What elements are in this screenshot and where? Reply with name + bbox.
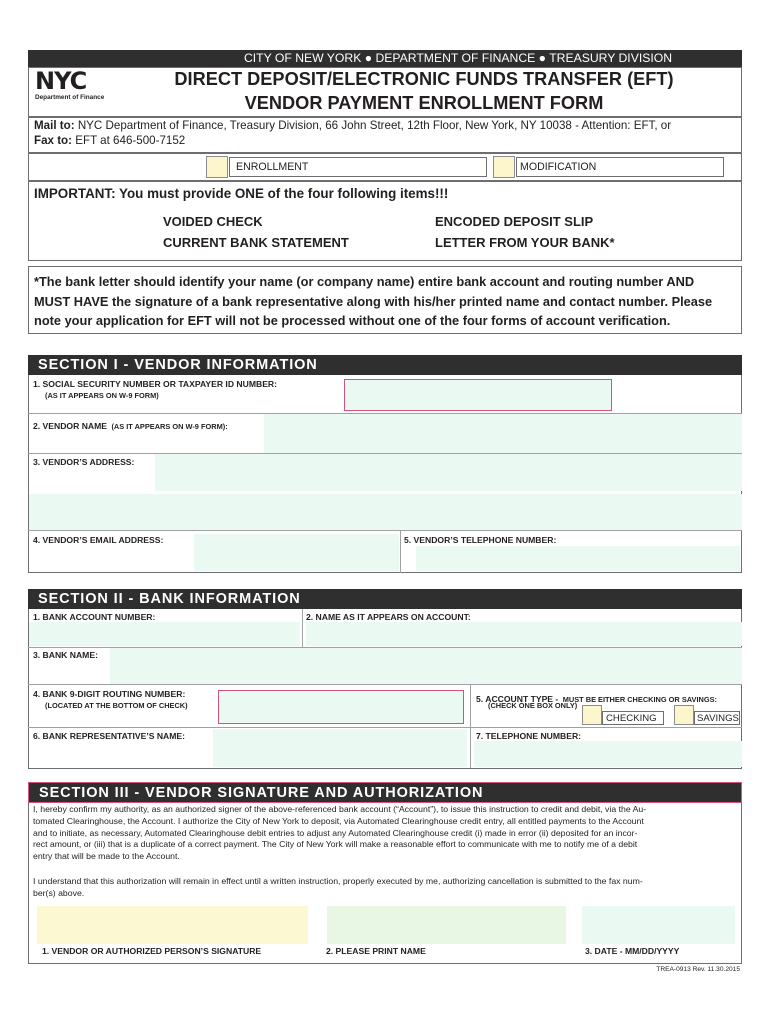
section2-divider-2 (28, 684, 742, 685)
section2-divider-3 (28, 727, 742, 728)
vendor-email-input[interactable] (194, 534, 399, 571)
vendor-name-input[interactable] (264, 414, 742, 453)
account-type-label: 5. ACCOUNT TYPE - (476, 694, 559, 704)
section2-title: SECTION II - BANK INFORMATION (38, 591, 301, 607)
cancellation-paragraph (33, 876, 741, 900)
ssn-input[interactable] (344, 379, 612, 411)
section1-title: SECTION I - VENDOR INFORMATION (38, 357, 318, 373)
mail-to-label: Mail to: (34, 119, 75, 132)
date-label: 3. DATE - MM/DD/YYYY (585, 946, 680, 956)
form-id: TREA-0913 Rev. 11.30.2015 (656, 966, 740, 973)
section2-vdivider-1 (302, 609, 303, 647)
date-input[interactable] (582, 906, 735, 944)
form-title-line1: DIRECT DEPOSIT/ELECTRONIC FUNDS TRANSFER (EFT) (174, 69, 674, 89)
vendor-phone-input[interactable] (416, 546, 740, 571)
signature-input[interactable] (37, 906, 308, 944)
fax-to-number: EFT at 646-500-7152 (75, 134, 186, 147)
enrollment-label: ENROLLMENT (236, 161, 309, 173)
authorization-line: rect amount, or (iii) that is a duplicate of a correct payment. The City of New York will make a reasonable effort to communicate with me to notify me of a debit (33, 839, 638, 850)
account-type-sublabel: (CHECK ONE BOX ONLY) (488, 701, 578, 710)
bank-name-input[interactable] (110, 648, 742, 684)
fax-to-line (34, 134, 185, 148)
bank-rep-label: 6. BANK REPRESENTATIVE’S NAME: (33, 731, 185, 741)
vendor-name-label-group (33, 416, 228, 434)
mail-to-address: NYC Department of Finance, Treasury Division, 66 John Street, 12th Floor, New York, NY 10038 - Attention: EFT, or (77, 119, 672, 132)
authorization-line: entry that will be made to the Account. (33, 851, 180, 862)
fax-to-label: Fax to: (34, 134, 73, 147)
bank-telephone-label: 7. TELEPHONE NUMBER: (476, 731, 582, 741)
bank-letter-note-line1: *The bank letter should identify your name (or company name) entire bank account and routing number AND (34, 274, 695, 289)
important-item-bank-statement: CURRENT BANK STATEMENT (163, 235, 349, 250)
important-heading: IMPORTANT: You must provide ONE of the four following items!!! (34, 186, 449, 201)
section2-vdivider-2 (470, 684, 471, 768)
form-title-line2: VENDOR PAYMENT ENROLLMENT FORM (244, 93, 604, 113)
routing-number-input[interactable] (218, 690, 464, 724)
authorization-line: and to initiate, as necessary, Automated Clearinghouse debit entries to adjust any Automated Clearinghouse credit (i) made in error (ii) deposited for an incor- (33, 827, 638, 838)
section2-header (28, 589, 742, 609)
cancellation-line: ber(s) above. (33, 887, 85, 898)
cancellation-line: I understand that this authorization will remain in effect until a written instruction, properly executed by me, authorizing cancellation is submitted to the fax num- (33, 876, 643, 886)
bank-name-label: 3. BANK NAME: (33, 650, 98, 660)
signature-label: 1. VENDOR OR AUTHORIZED PERSON’S SIGNATURE (42, 946, 262, 956)
account-name-label: 2. NAME AS IT APPEARS ON ACCOUNT: (306, 612, 471, 622)
bank-letter-note-line2: MUST HAVE the signature of a bank representative along with his/her printed name and contact number. Please (34, 294, 713, 309)
print-name-label: 2. PLEASE PRINT NAME (326, 946, 426, 956)
section3-title: SECTION III - VENDOR SIGNATURE AND AUTHORIZATION (39, 785, 484, 801)
nyc-logo (35, 68, 113, 104)
modification-label: MODIFICATION (520, 161, 597, 173)
section1-header (28, 355, 742, 375)
bank-account-label: 1. BANK ACCOUNT NUMBER: (33, 612, 156, 622)
checking-label: CHECKING (606, 713, 657, 724)
savings-label: SAVINGS (697, 713, 739, 724)
nyc-logo-text: NYC (35, 67, 87, 95)
nyc-logo-subtext: Department of Finance (35, 94, 105, 101)
ssn-sublabel: (AS IT APPEARS ON W-9 FORM) (45, 391, 159, 400)
routing-number-label: 4. BANK 9-DIGIT ROUTING NUMBER: (33, 689, 186, 699)
header-banner-text: CITY OF NEW YORK ● DEPARTMENT OF FINANCE ● TREASURY DIVISION (243, 51, 673, 65)
section1-vdivider (400, 530, 401, 573)
section1-divider-3 (28, 530, 742, 531)
mail-to-line (34, 119, 671, 133)
bank-telephone-input[interactable] (474, 741, 742, 767)
bank-account-input[interactable] (29, 622, 300, 646)
important-item-deposit-slip: ENCODED DEPOSIT SLIP (435, 214, 594, 229)
bank-letter-note-line3: note your application for EFT will not be processed without one of the four forms of account verification. (34, 313, 671, 328)
vendor-address-label: 3. VENDOR’S ADDRESS: (33, 457, 135, 467)
important-item-bank-letter: LETTER FROM YOUR BANK* (435, 235, 615, 250)
checking-checkbox[interactable] (582, 705, 602, 725)
account-type-note: MUST BE EITHER CHECKING OR SAVINGS: (562, 695, 718, 704)
authorization-line: I, hereby confirm my authority, as an authorized signer of the above-referenced bank account (“Account”), to issue this instruction to credit and debit, via the Au- (33, 804, 647, 814)
authorization-paragraph (33, 804, 741, 863)
vendor-phone-label: 5. VENDOR’S TELEPHONE NUMBER: (404, 535, 557, 545)
print-name-input[interactable] (327, 906, 566, 944)
important-item-voided-check: VOIDED CHECK (163, 214, 263, 229)
vendor-name-label: 2. VENDOR NAME (33, 421, 108, 431)
modification-checkbox[interactable] (493, 156, 515, 178)
routing-number-sublabel: (LOCATED AT THE BOTTOM OF CHECK) (45, 701, 188, 710)
savings-checkbox[interactable] (674, 705, 694, 725)
vendor-email-label: 4. VENDOR’S EMAIL ADDRESS: (33, 535, 164, 545)
account-name-input[interactable] (306, 622, 742, 646)
vendor-name-sublabel: (AS IT APPEARS ON W-9 FORM): (111, 422, 228, 431)
ssn-label: 1. SOCIAL SECURITY NUMBER OR TAXPAYER ID NUMBER: (33, 379, 277, 389)
enrollment-checkbox[interactable] (206, 156, 228, 178)
section3-header (28, 782, 742, 803)
authorization-line: tomated Clearinghouse, the Account. I authorize the City of New York to deposit, via Automated Clearinghouse credit entry, all entitled payments to the Account (33, 815, 644, 826)
vendor-address-input-line1[interactable] (155, 454, 742, 491)
vendor-address-input-line2[interactable] (29, 494, 742, 530)
bank-rep-input[interactable] (213, 729, 467, 767)
